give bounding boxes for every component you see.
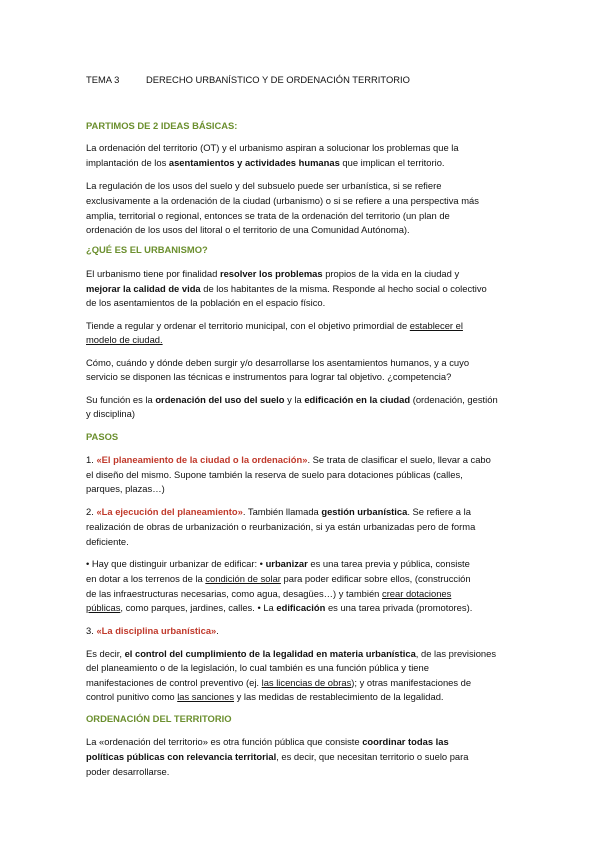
- paragraph-line: de los asentamientos de la población en el espacio físico.: [86, 297, 326, 308]
- paragraph-line: manifestaciones de control preventivo (ej. las licencias de obras); y otras manifestaciones de: [86, 677, 472, 688]
- paragraph-line: el diseño del mismo. Supone también la reserva de suelo para dotaciones públicas (calles,: [86, 469, 463, 480]
- paragraph-line: de las infraestructuras necesarias, como agua, desagües…) y también crear dotaciones: [86, 588, 452, 599]
- paragraph-line: políticas públicas con relevancia territorial, es decir, que necesitan territorio o suelo para: [86, 751, 469, 762]
- paragraph-line: La «ordenación del territorio» es otra función pública que consiste coordinar todas las: [86, 736, 449, 747]
- heading-ordenacion-territorio: ORDENACIÓN DEL TERRITORIO: [86, 713, 232, 724]
- paragraph-line: parques, plazas…): [86, 483, 165, 494]
- heading-ideas-basicas: PARTIMOS DE 2 IDEAS BÁSICAS:: [86, 120, 238, 131]
- paragraph-line: mejorar la calidad de vida de los habitantes de la misma. Responde al hecho social o colectivo: [86, 283, 487, 294]
- paragraph-line: realización de obras de urbanización o reurbanización, si ya están urbanizadas pero de forma: [86, 521, 476, 532]
- paragraph-line: La regulación de los usos del suelo y del subsuelo puede ser urbanística, si se refiere: [86, 180, 442, 191]
- heading-que-es-urbanismo: ¿QUÉ ES EL URBANISMO?: [86, 244, 208, 255]
- paragraph-line: Tiende a regular y ordenar el territorio municipal, con el objetivo primordial de establecer el: [86, 320, 463, 331]
- paragraph-line: ordenación de los usos del litoral o el territorio de una Comunidad Autónoma).: [86, 224, 410, 235]
- paragraph-line: La ordenación del territorio (OT) y el urbanismo aspiran a solucionar los problemas que la: [86, 142, 459, 153]
- paragraph-line: del planeamiento o de la legislación, lo cual también es una función pública y tiene: [86, 662, 429, 673]
- paragraph-line: públicas, como parques, jardines, calles. • La edificación es una tarea privada (promotores).: [86, 602, 473, 613]
- paragraph-line: Cómo, cuándo y dónde deben surgir y/o desarrollarse los asentamientos humanos, y a cuyo: [86, 357, 470, 368]
- paragraph-line: exclusivamente a la ordenación de la ciudad (urbanismo) o si se refiere a una perspectiva más: [86, 195, 479, 206]
- paragraph-line: en dotar a los terrenos de la condición de solar para poder edificar sobre ellos, (construcción: [86, 573, 471, 584]
- paragraph-line: modelo de ciudad.: [86, 334, 163, 345]
- paragraph-line: 1. «El planeamiento de la ciudad o la ordenación». Se trata de clasificar el suelo, llevar a cabo: [86, 454, 491, 465]
- paragraph-line: servicio se disponen las técnicas e instrumentos para lograr tal objetivo. ¿competencia?: [86, 371, 452, 382]
- paragraph-line: deficiente.: [86, 536, 129, 547]
- paragraph-line: implantación de los asentamientos y actividades humanas que implican el territorio.: [86, 157, 445, 168]
- paragraph-line: • Hay que distinguir urbanizar de edificar: • urbanizar es una tarea previa y pública, consiste: [86, 558, 470, 569]
- tema-label: TEMA 3: [86, 74, 120, 85]
- document-header: [86, 74, 526, 85]
- paragraph-line: 3. «La disciplina urbanística».: [86, 625, 219, 636]
- paragraph-line: amplia, territorial o regional, entonces se trata de la ordenación del territorio (un plan de: [86, 210, 450, 221]
- document-title: DERECHO URBANÍSTICO Y DE ORDENACIÓN TERRITORIO: [146, 74, 410, 85]
- paragraph-line: Su función es la ordenación del uso del suelo y la edificación en la ciudad (ordenación, gestión: [86, 394, 498, 405]
- heading-pasos: PASOS: [86, 431, 119, 442]
- paragraph-line: poder desarrollarse.: [86, 766, 170, 777]
- paragraph-line: y disciplina): [86, 408, 135, 419]
- paragraph-line: control punitivo como las sanciones y las medidas de restablecimiento de la legalidad.: [86, 691, 444, 702]
- paragraph-line: El urbanismo tiene por finalidad resolver los problemas propios de la vida en la ciudad y: [86, 268, 460, 279]
- paragraph-line: 2. «La ejecución del planeamiento». También llamada gestión urbanística. Se refiere a la: [86, 506, 471, 517]
- paragraph-line: Es decir, el control del cumplimiento de la legalidad en materia urbanística, de las previsiones: [86, 648, 497, 659]
